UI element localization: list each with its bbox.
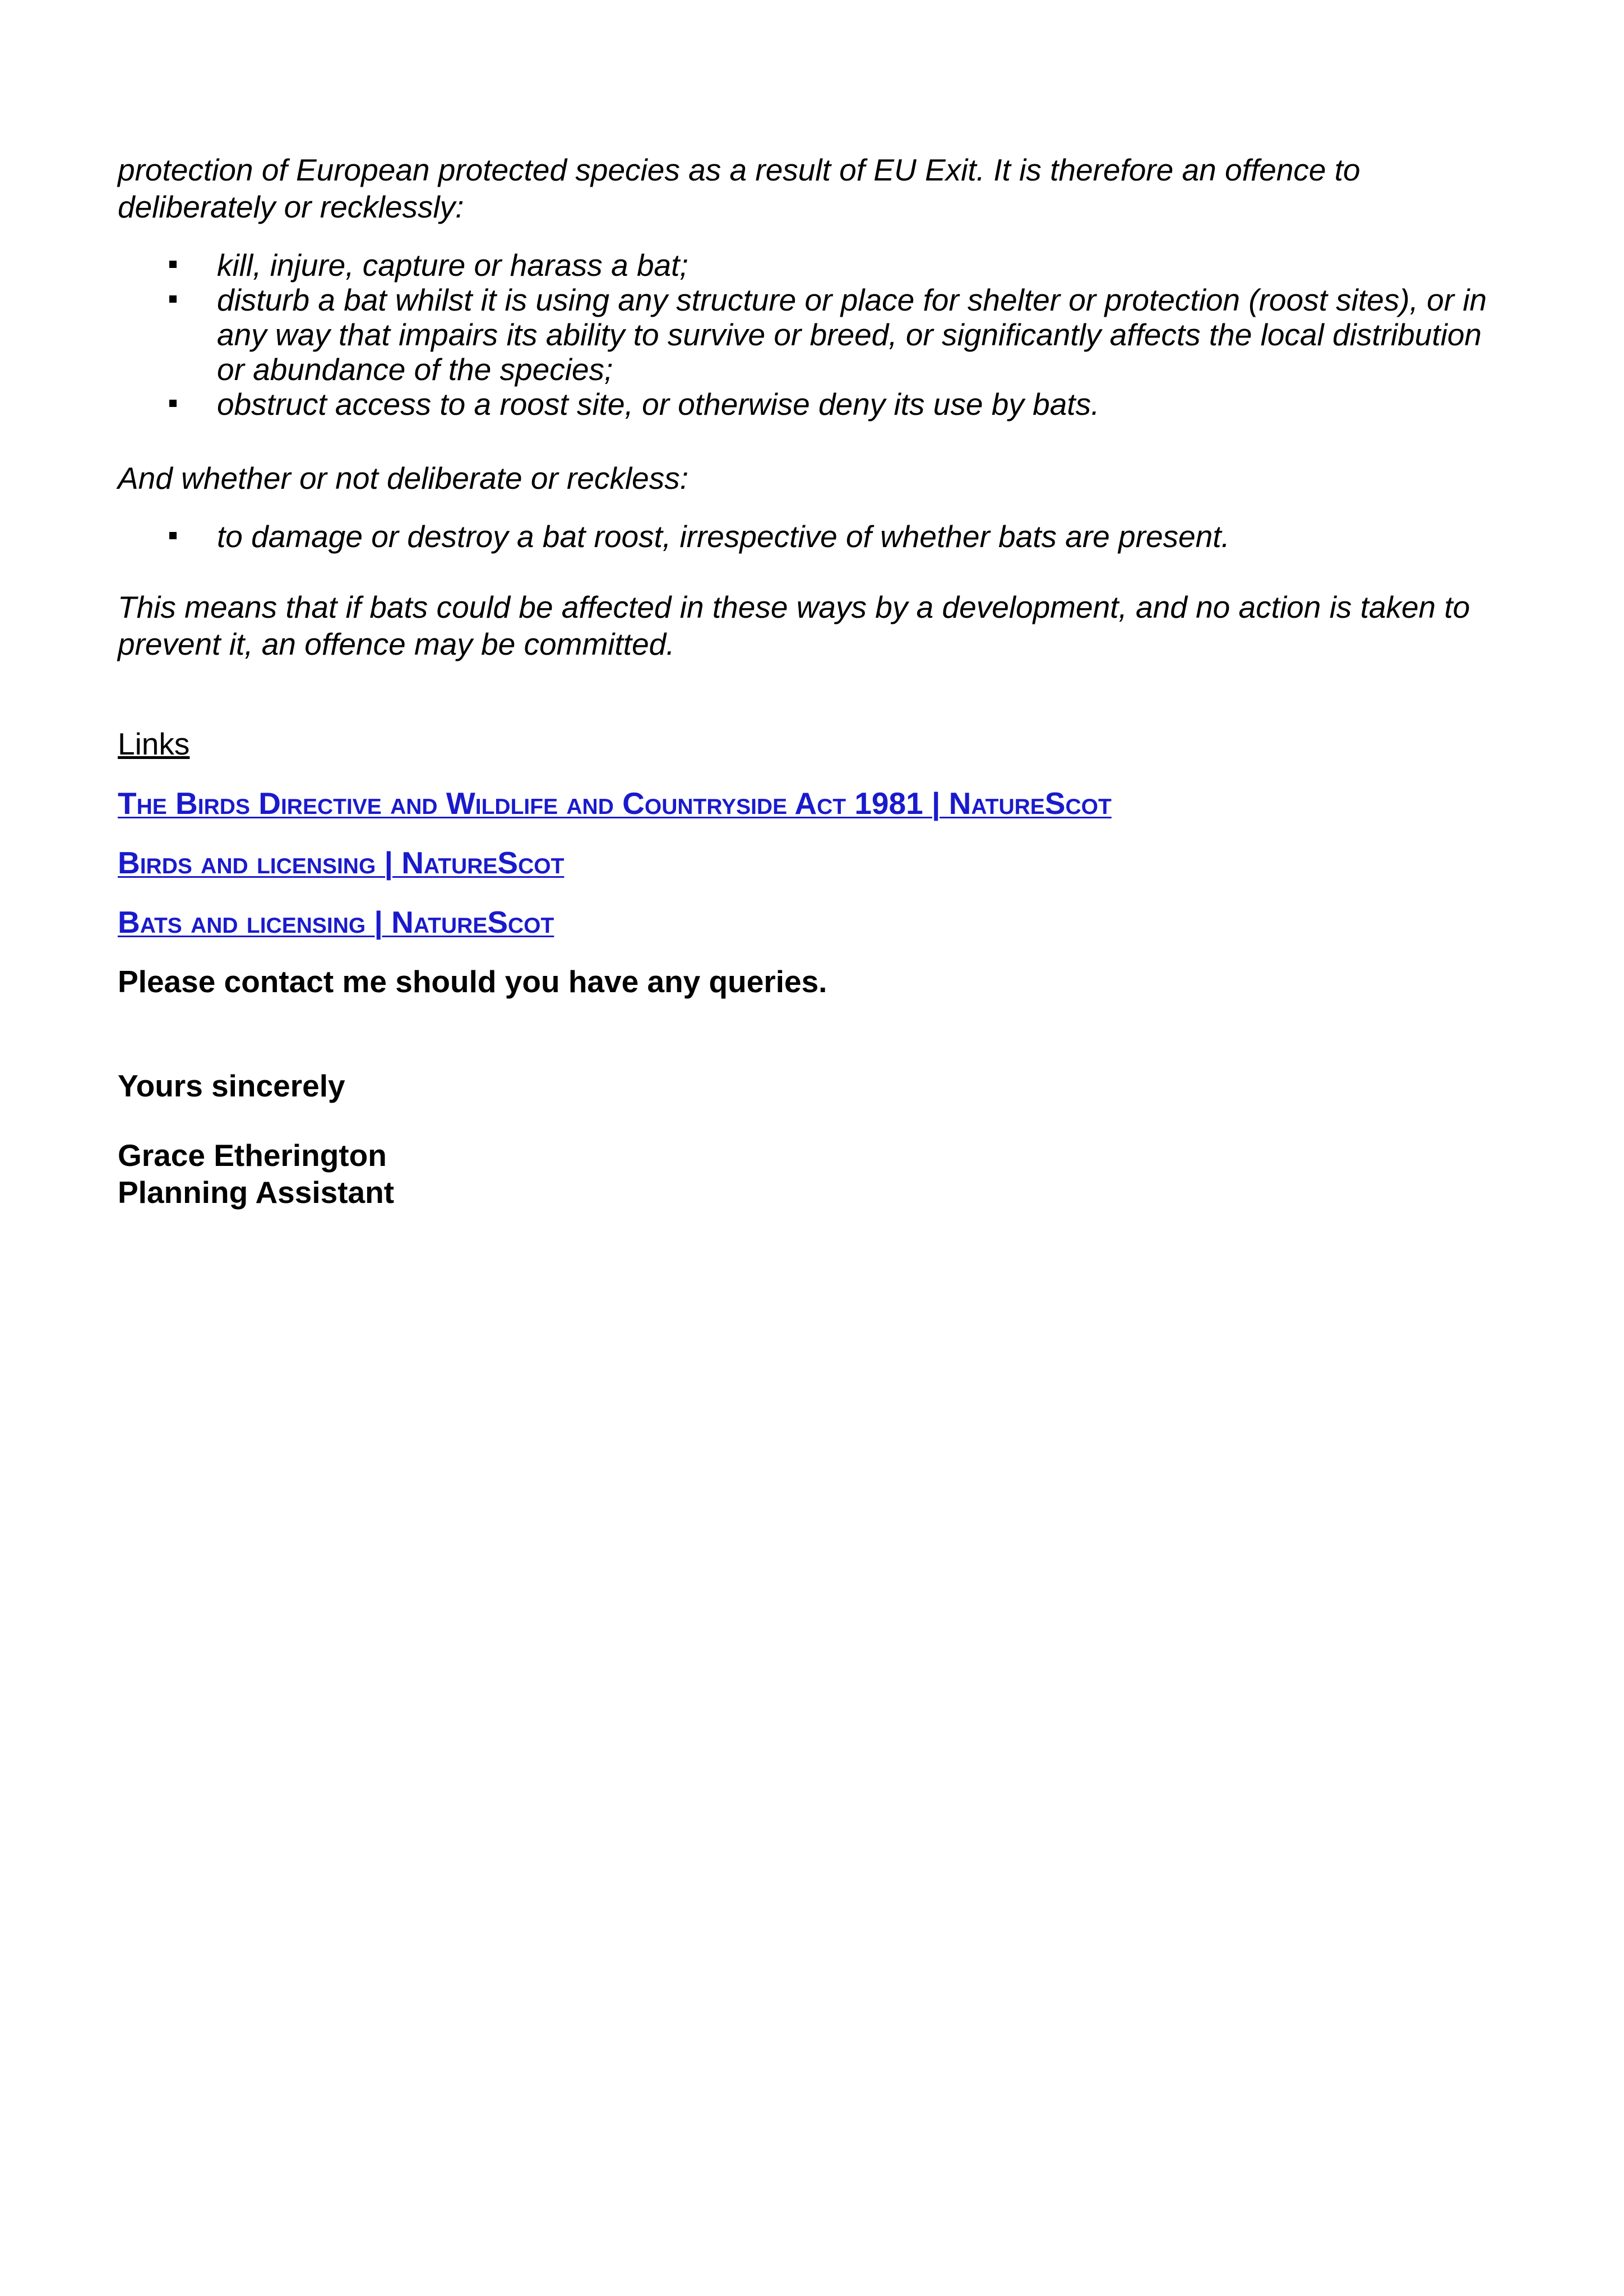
link-birds-licensing[interactable]: Birds and licensing | NatureScot bbox=[118, 845, 565, 880]
list-item bbox=[118, 248, 1491, 283]
list-item bbox=[118, 387, 1491, 422]
list-item-text: disturb a bat whilst it is using any structure or place for shelter or protection (roost sites), or in any way that impairs its ability to survive or breed, or significantly affects the local distribution or abundance of the species; bbox=[217, 283, 1487, 387]
letter-body bbox=[118, 151, 1491, 1211]
regardless-offences-list bbox=[118, 519, 1491, 554]
list-item bbox=[118, 519, 1491, 554]
square-bullet-icon bbox=[169, 261, 177, 268]
link-birds-directive[interactable]: The Birds Directive and Wildlife and Countryside Act 1981 | NatureScot bbox=[118, 786, 1112, 821]
contact-line: Please contact me should you have any queries. bbox=[118, 964, 827, 999]
square-bullet-icon bbox=[169, 532, 177, 539]
signatory-title: Planning Assistant bbox=[118, 1175, 395, 1210]
list-item-text: obstruct access to a roost site, or otherwise deny its use by bats. bbox=[217, 387, 1100, 422]
list-item-text: to damage or destroy a bat roost, irrespective of whether bats are present. bbox=[217, 519, 1230, 554]
links-heading: Links bbox=[118, 726, 190, 761]
regardless-intro: And whether or not deliberate or reckless: bbox=[118, 461, 689, 496]
square-bullet-icon bbox=[169, 295, 177, 303]
consequence-paragraph: This means that if bats could be affected in these ways by a development, and no action is taken to prevent it, an offence may be committed. bbox=[118, 590, 1470, 661]
square-bullet-icon bbox=[169, 400, 177, 407]
list-item bbox=[118, 283, 1491, 387]
list-item-text: kill, injure, capture or harass a bat; bbox=[217, 248, 688, 283]
intro-paragraph: protection of European protected species as a result of EU Exit. It is therefore an offence to deliberately or recklessly: bbox=[118, 152, 1361, 224]
signatory-name: Grace Etherington bbox=[118, 1138, 387, 1173]
link-bats-licensing[interactable]: Bats and licensing | NatureScot bbox=[118, 905, 554, 939]
sign-off: Yours sincerely bbox=[118, 1068, 345, 1103]
offences-list bbox=[118, 248, 1491, 422]
